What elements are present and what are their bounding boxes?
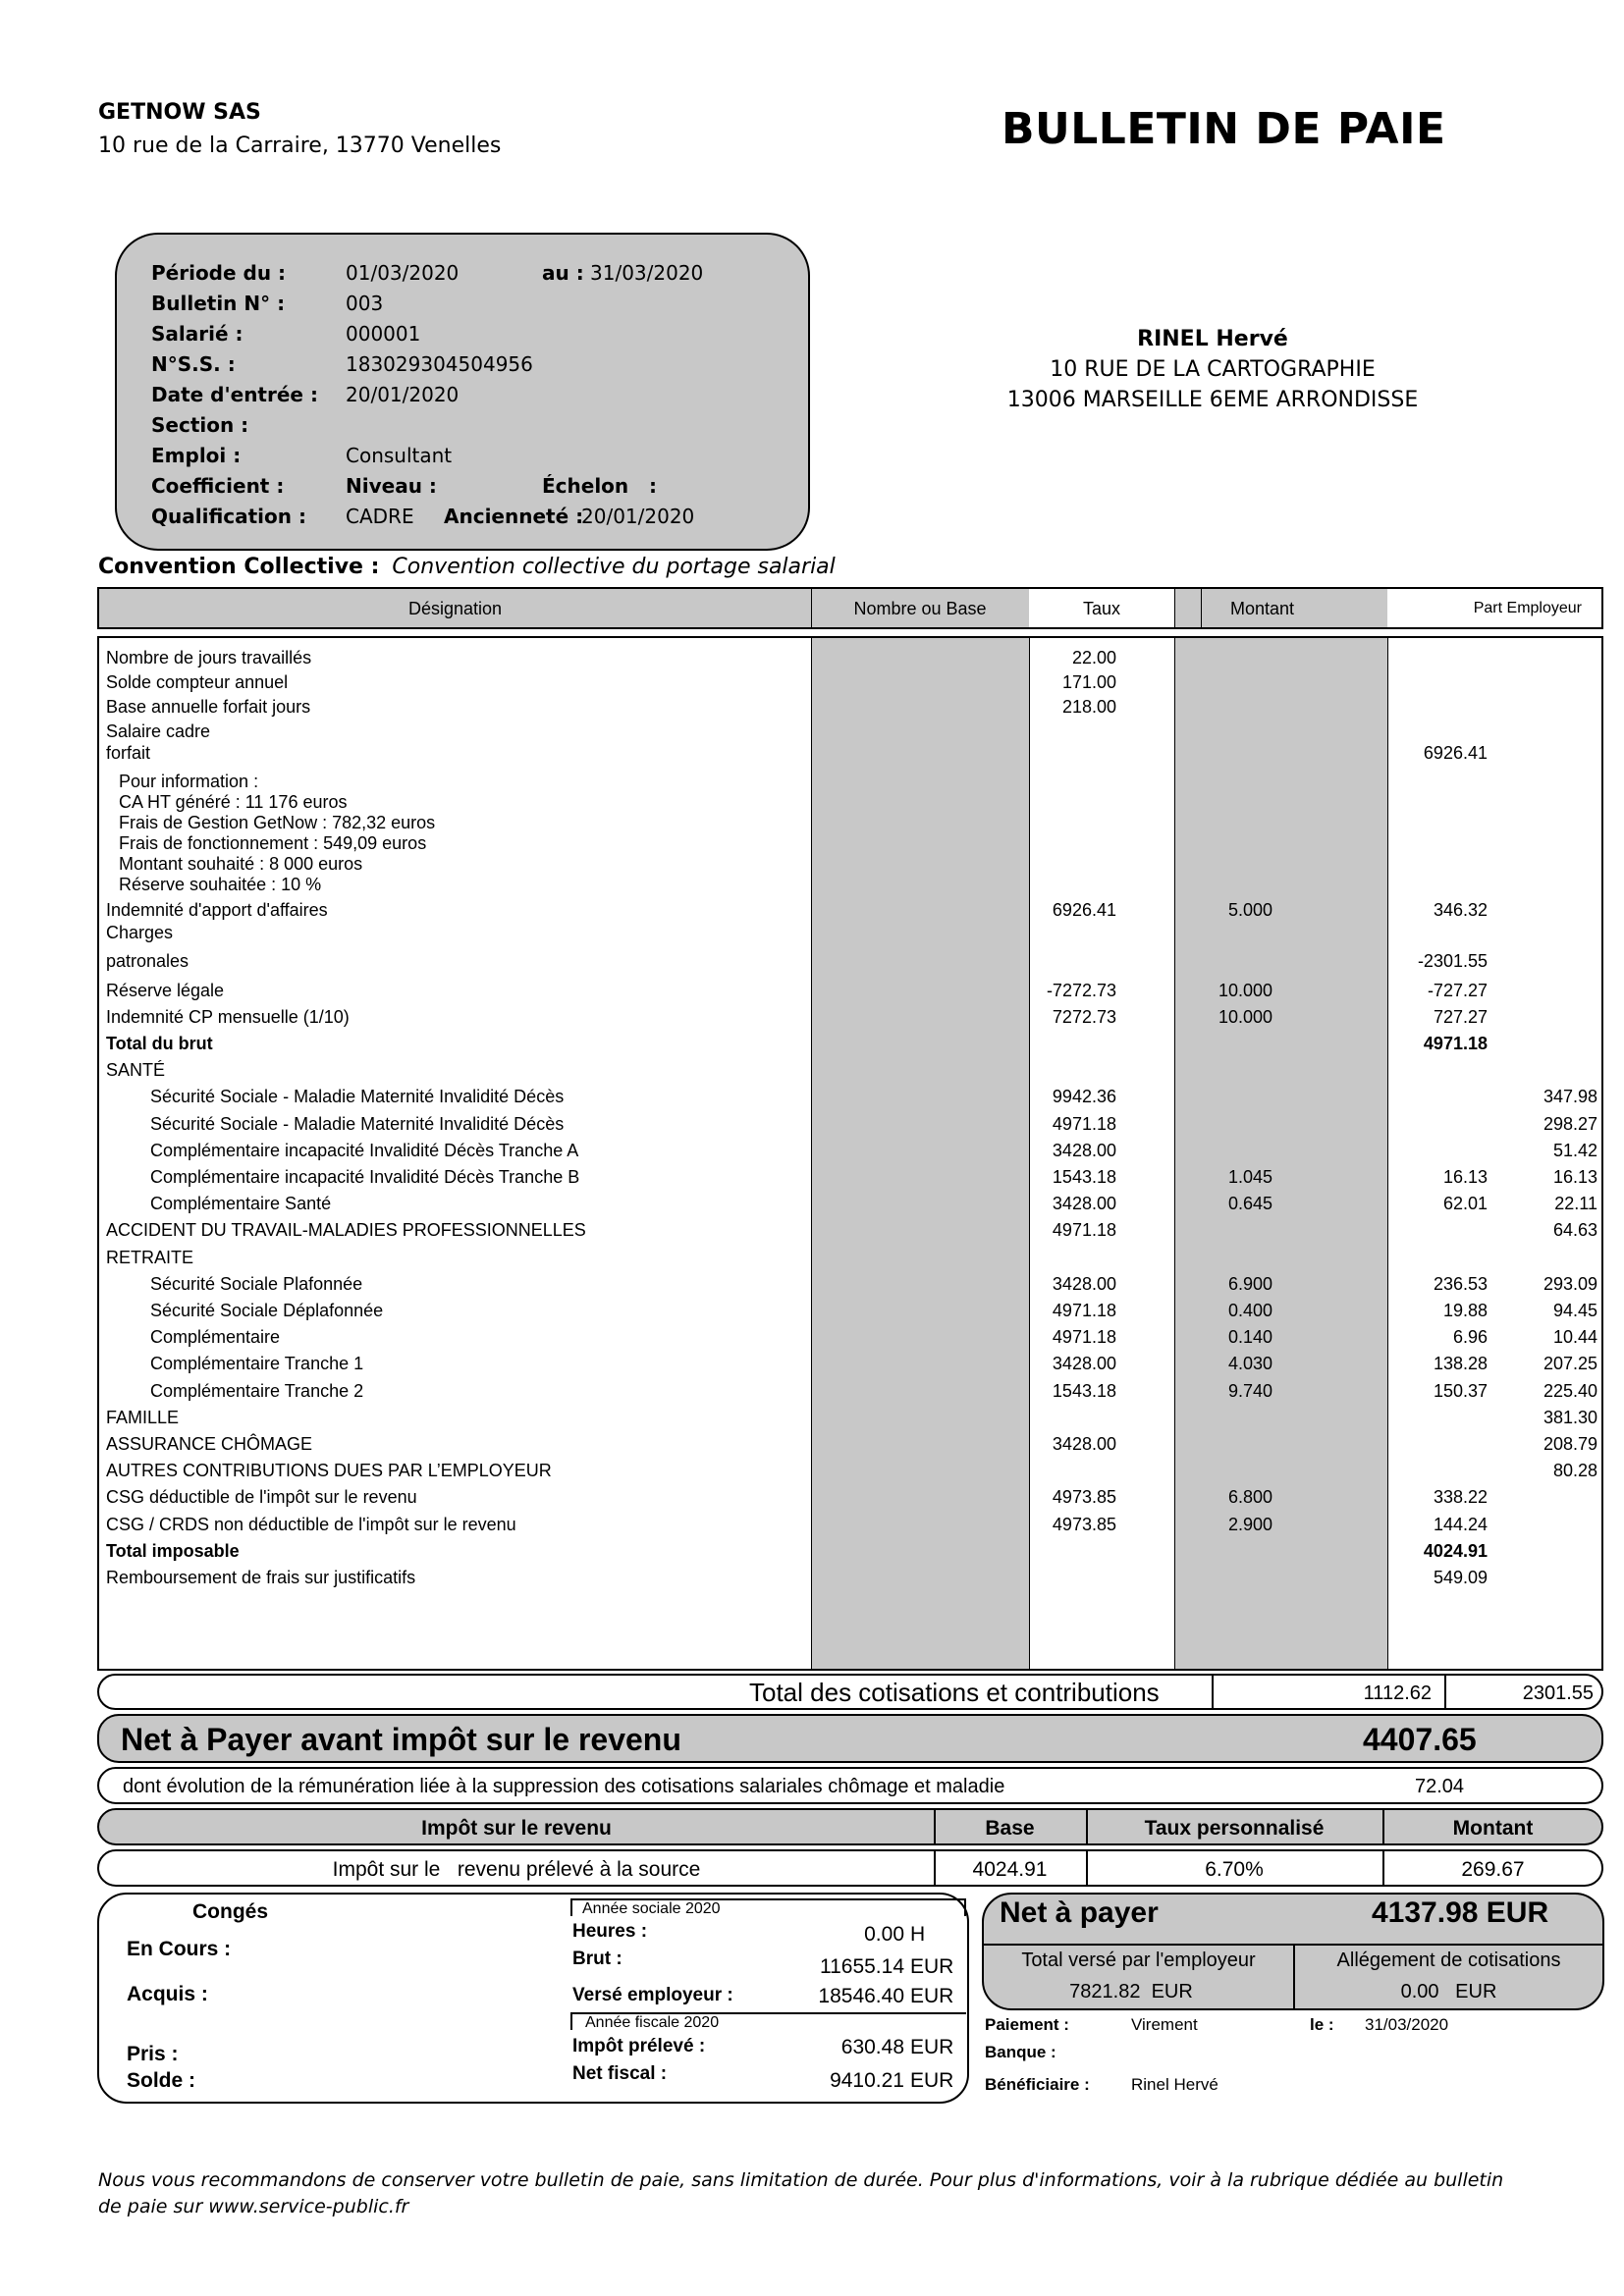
cell-designation: Remboursement de frais sur justificatifs bbox=[106, 1568, 416, 1587]
header-part-employeur: Part Employeur bbox=[1387, 589, 1601, 627]
evolution-value: 72.04 bbox=[1415, 1776, 1465, 1797]
cell-base: 3428.00 bbox=[1052, 1140, 1116, 1160]
table-row bbox=[99, 1114, 1601, 1136]
table-row bbox=[99, 923, 1601, 944]
cell-base: 218.00 bbox=[1061, 697, 1116, 717]
cell-montant: 19.88 bbox=[1442, 1301, 1488, 1320]
cell-taux: 0.400 bbox=[1227, 1301, 1272, 1320]
cell-designation: Salaire cadre bbox=[106, 721, 211, 741]
cell-designation: patronales bbox=[106, 951, 189, 972]
cell-designation: Total imposable bbox=[106, 1540, 240, 1561]
impot-header-taux: Taux personnalisé bbox=[1144, 1817, 1325, 1840]
verse-employeur-label: Versé employeur : bbox=[572, 1985, 733, 2005]
cell-montant: 144.24 bbox=[1433, 1514, 1488, 1534]
conges-pris: Pris : bbox=[127, 2043, 179, 2065]
entry-date-label: Date d'entrée : bbox=[151, 383, 318, 406]
niveau-label: Niveau : bbox=[346, 474, 437, 498]
anciennete-label: Ancienneté : bbox=[444, 505, 584, 528]
payslip-table bbox=[97, 636, 1603, 1671]
evolution-label: dont évolution de la rémunération liée à la suppression des cotisations salariales chômage et maladie bbox=[123, 1776, 1005, 1797]
total-salarial: 1112.62 bbox=[1363, 1682, 1432, 1704]
table-row bbox=[99, 813, 1601, 834]
cell-designation: SANTÉ bbox=[106, 1060, 166, 1081]
total-cotisations-label: Total des cotisations et contributions bbox=[749, 1678, 1160, 1707]
beneficiaire-name: Rinel Hervé bbox=[1131, 2075, 1218, 2094]
cell-part-employeur: 22.11 bbox=[1554, 1194, 1597, 1214]
date-paiement: 31/03/2020 bbox=[1365, 2015, 1449, 2034]
period-from: 01/03/2020 bbox=[346, 261, 460, 285]
cell-designation: Sécurité Sociale Plafonnée bbox=[150, 1273, 363, 1294]
cell-designation: Complémentaire incapacité Invalidité Décès Tranche A bbox=[150, 1140, 579, 1160]
cell-taux: 6.800 bbox=[1227, 1487, 1272, 1508]
cell-designation: forfait bbox=[106, 743, 151, 763]
table-row bbox=[99, 1060, 1601, 1082]
section-label: Section : bbox=[151, 413, 249, 437]
table-row bbox=[99, 1034, 1601, 1055]
cell-designation: Complémentaire bbox=[150, 1327, 281, 1348]
cell-montant: 6926.41 bbox=[1423, 743, 1488, 763]
coefficient-label: Coefficient : bbox=[151, 474, 285, 498]
table-row bbox=[99, 1461, 1601, 1482]
cell-montant: 549.09 bbox=[1433, 1568, 1488, 1587]
cell-taux: 6.900 bbox=[1227, 1273, 1272, 1294]
nss-value: 183029304504956 bbox=[346, 352, 533, 376]
cell-designation: Complémentaire Santé bbox=[150, 1194, 332, 1214]
cell-base: 3428.00 bbox=[1052, 1273, 1116, 1294]
heures-value: 0.00 bbox=[864, 1923, 904, 1946]
cell-part-employeur: 94.45 bbox=[1552, 1301, 1597, 1320]
convention-value: Convention collective du portage salarial bbox=[392, 555, 836, 579]
emploi-label: Emploi : bbox=[151, 444, 242, 467]
table-header bbox=[97, 587, 1603, 629]
cell-designation: Indemnité d'apport d'affaires bbox=[106, 900, 328, 920]
cell-designation: Réserve souhaitée : 10 % bbox=[119, 875, 322, 894]
cell-designation: Total du brut bbox=[106, 1034, 213, 1053]
brut-cumul: 11655.14 bbox=[819, 1955, 904, 1978]
table-row bbox=[99, 1381, 1601, 1403]
cell-designation: FAMILLE bbox=[106, 1407, 180, 1427]
table-row bbox=[99, 854, 1601, 876]
cell-montant: 138.28 bbox=[1433, 1354, 1488, 1374]
table-row bbox=[99, 1568, 1601, 1589]
cell-base: 3428.00 bbox=[1052, 1194, 1116, 1214]
net-fiscal-unit: EUR bbox=[910, 2069, 954, 2092]
employee-name: RINEL Hervé bbox=[1137, 327, 1288, 351]
impot-header-montant: Montant bbox=[1452, 1817, 1534, 1840]
table-row bbox=[99, 1194, 1601, 1215]
table-row bbox=[99, 1007, 1601, 1029]
cell-taux: 10.000 bbox=[1218, 1006, 1272, 1027]
nss-label: N°S.S. : bbox=[151, 352, 236, 376]
cell-part-employeur: 225.40 bbox=[1543, 1380, 1597, 1401]
table-row bbox=[99, 743, 1601, 765]
cell-part-employeur: 347.98 bbox=[1543, 1087, 1597, 1107]
net-avant-impot-bar bbox=[97, 1714, 1603, 1763]
cell-designation: AUTRES CONTRIBUTIONS DUES PAR L’EMPLOYEUR bbox=[106, 1461, 552, 1481]
cell-part-employeur: 64.63 bbox=[1552, 1220, 1597, 1241]
annee-fiscale: Année fiscale 2020 bbox=[585, 2014, 720, 2031]
cell-montant: 16.13 bbox=[1442, 1167, 1488, 1187]
annee-sociale: Année sociale 2020 bbox=[582, 1900, 721, 1917]
period-to-label: au : bbox=[542, 261, 584, 285]
cell-base: 171.00 bbox=[1061, 672, 1116, 692]
cell-designation: Sécurité Sociale Déplafonnée bbox=[150, 1301, 384, 1320]
company-address: 10 rue de la Carraire, 13770 Venelles bbox=[98, 133, 502, 158]
convention-collective bbox=[98, 555, 836, 579]
net-a-payer-value: 4137.98 EUR bbox=[1372, 1896, 1549, 1929]
company-name: GETNOW SAS bbox=[98, 100, 261, 125]
table-row bbox=[99, 1220, 1601, 1242]
table-row bbox=[99, 1434, 1601, 1456]
cell-montant: -727.27 bbox=[1427, 980, 1488, 1000]
net-fiscal-cumul: 9410.21 bbox=[830, 2069, 904, 2092]
cell-montant: 727.27 bbox=[1433, 1006, 1488, 1027]
net-fiscal-label: Net fiscal : bbox=[572, 2063, 668, 2084]
employee-address-line2: 13006 MARSEILLE 6EME ARRONDISSE bbox=[1006, 388, 1419, 412]
header-designation: Désignation bbox=[407, 599, 503, 618]
cell-designation: Montant souhaité : 8 000 euros bbox=[119, 854, 363, 874]
cell-part-employeur: 208.79 bbox=[1543, 1434, 1597, 1454]
cell-taux: 0.140 bbox=[1227, 1327, 1272, 1348]
impot-base: 4024.91 bbox=[972, 1858, 1048, 1881]
table-row bbox=[99, 1141, 1601, 1162]
table-row bbox=[99, 672, 1601, 694]
cell-montant: 62.01 bbox=[1442, 1194, 1488, 1214]
cell-base: 6926.41 bbox=[1052, 900, 1116, 920]
cell-designation: CSG / CRDS non déductible de l'impôt sur le revenu bbox=[106, 1514, 516, 1534]
cell-base: 7272.73 bbox=[1052, 1006, 1116, 1027]
total-cotisations-bar bbox=[97, 1674, 1603, 1710]
cell-designation: ACCIDENT DU TRAVAIL-MALADIES PROFESSIONNELLES bbox=[106, 1220, 586, 1241]
cell-designation: Frais de Gestion GetNow : 782,32 euros bbox=[119, 813, 436, 832]
cell-taux: 0.645 bbox=[1227, 1194, 1272, 1214]
verse-employeur-unit: EUR bbox=[910, 1985, 954, 2007]
cell-taux: 2.900 bbox=[1227, 1514, 1272, 1534]
table-row bbox=[99, 1087, 1601, 1108]
net-a-payer-box bbox=[982, 1893, 1604, 2010]
table-row bbox=[99, 1408, 1601, 1429]
cell-montant: 4024.91 bbox=[1423, 1540, 1488, 1561]
cell-designation: Sécurité Sociale - Maladie Maternité Invalidité Décès bbox=[150, 1087, 565, 1107]
cell-part-employeur: 207.25 bbox=[1543, 1354, 1597, 1374]
table-row bbox=[99, 1274, 1601, 1296]
conges-solde: Solde : bbox=[127, 2069, 196, 2092]
cell-part-employeur: 80.28 bbox=[1552, 1461, 1597, 1481]
table-row bbox=[99, 900, 1601, 922]
brut-label: Brut : bbox=[572, 1949, 623, 1969]
header-taux: Taux bbox=[1029, 589, 1174, 627]
cell-designation: CA HT généré : 11 176 euros bbox=[119, 792, 348, 812]
cell-designation: Solde compteur annuel bbox=[106, 672, 289, 692]
cell-part-employeur: 51.42 bbox=[1552, 1140, 1597, 1160]
cell-designation: Complémentaire Tranche 1 bbox=[150, 1354, 364, 1374]
cell-base: -7272.73 bbox=[1046, 980, 1116, 1000]
salarie-id: 000001 bbox=[346, 322, 421, 346]
impot-preleve-cumul: 630.48 bbox=[840, 2036, 904, 2058]
cell-designation: Charges bbox=[106, 923, 174, 943]
cell-montant: 150.37 bbox=[1433, 1380, 1488, 1401]
impot-header-base: Base bbox=[985, 1817, 1035, 1840]
cell-base: 9942.36 bbox=[1052, 1087, 1116, 1107]
cell-base: 22.00 bbox=[1071, 648, 1116, 667]
cell-montant: 338.22 bbox=[1433, 1487, 1488, 1508]
cell-base: 4971.18 bbox=[1052, 1220, 1116, 1241]
cell-designation: Base annuelle forfait jours bbox=[106, 697, 311, 717]
cell-taux: 1.045 bbox=[1227, 1167, 1272, 1187]
cell-base: 3428.00 bbox=[1052, 1354, 1116, 1374]
echelon-label: Échelon : bbox=[542, 474, 658, 498]
cell-part-employeur: 298.27 bbox=[1543, 1113, 1597, 1134]
cell-montant: 4971.18 bbox=[1423, 1034, 1488, 1053]
net-avant-impot-value: 4407.65 bbox=[1363, 1722, 1477, 1757]
banque-label: Banque : bbox=[985, 2043, 1056, 2061]
impot-preleve-label: Impôt prélevé : bbox=[572, 2036, 706, 2056]
qualification-value: CADRE bbox=[346, 505, 414, 528]
cell-designation: Indemnité CP mensuelle (1/10) bbox=[106, 1006, 350, 1027]
heures-unit: H bbox=[910, 1923, 926, 1946]
cell-taux: 4.030 bbox=[1227, 1354, 1272, 1374]
cell-part-employeur: 16.13 bbox=[1552, 1167, 1597, 1187]
table-row bbox=[99, 875, 1601, 896]
cell-base: 4971.18 bbox=[1052, 1327, 1116, 1348]
allegement-value: 0.00 EUR bbox=[1400, 1981, 1497, 2002]
period-label: Période du : bbox=[151, 261, 287, 285]
table-row bbox=[99, 697, 1601, 719]
total-verse-label: Total versé par l'employeur bbox=[1021, 1949, 1256, 1971]
entry-date: 20/01/2020 bbox=[346, 383, 460, 406]
impot-row-label: Impôt sur le revenu prélevé à la source bbox=[332, 1858, 701, 1881]
document-title: BULLETIN DE PAIE bbox=[1001, 104, 1446, 154]
cell-designation: CSG déductible de l'impôt sur le revenu bbox=[106, 1487, 417, 1508]
table-row bbox=[99, 833, 1601, 855]
cell-taux: 10.000 bbox=[1218, 980, 1272, 1000]
convention-label: Convention Collective : bbox=[98, 555, 380, 579]
cell-part-employeur: 293.09 bbox=[1543, 1273, 1597, 1294]
conges-cumuls-box bbox=[97, 1893, 969, 2104]
date-paiement-label: le : bbox=[1310, 2015, 1334, 2034]
cell-montant: 236.53 bbox=[1433, 1273, 1488, 1294]
cell-montant: 6.96 bbox=[1452, 1327, 1488, 1348]
beneficiaire-label: Bénéficiaire : bbox=[985, 2075, 1090, 2094]
cell-designation: Pour information : bbox=[119, 772, 259, 791]
cell-taux: 9.740 bbox=[1227, 1380, 1272, 1401]
cell-designation: Nombre de jours travaillés bbox=[106, 648, 312, 667]
cell-part-employeur: 381.30 bbox=[1543, 1407, 1597, 1427]
impot-montant: 269.67 bbox=[1461, 1858, 1525, 1881]
table-row bbox=[99, 772, 1601, 793]
cell-base: 1543.18 bbox=[1052, 1380, 1116, 1401]
conges-acquis: Acquis : bbox=[127, 1983, 208, 2005]
table-row bbox=[99, 1541, 1601, 1563]
verse-employeur-cumul: 18546.40 bbox=[818, 1985, 904, 2007]
employee-address-block bbox=[982, 324, 1443, 415]
table-row bbox=[99, 1248, 1601, 1269]
impot-header-label: Impôt sur le revenu bbox=[421, 1817, 612, 1840]
qualification-label: Qualification : bbox=[151, 505, 306, 528]
period-to: 31/03/2020 bbox=[590, 261, 704, 285]
impot-taux: 6.70% bbox=[1205, 1858, 1264, 1881]
table-row bbox=[99, 951, 1601, 973]
table-row bbox=[99, 981, 1601, 1002]
bulletin-label: Bulletin N° : bbox=[151, 292, 286, 315]
allegement-label: Allégement de cotisations bbox=[1336, 1949, 1561, 1971]
table-row bbox=[99, 792, 1601, 814]
impot-row bbox=[97, 1849, 1603, 1887]
conges-en-cours: En Cours : bbox=[127, 1938, 232, 1960]
cell-base: 4973.85 bbox=[1052, 1487, 1116, 1508]
table-row bbox=[99, 1167, 1601, 1189]
cell-montant: 346.32 bbox=[1433, 900, 1488, 920]
table-row bbox=[99, 1515, 1601, 1536]
cell-designation: Sécurité Sociale - Maladie Maternité Invalidité Décès bbox=[150, 1113, 565, 1134]
conges-title: Congés bbox=[192, 1900, 269, 1923]
cell-designation: Réserve légale bbox=[106, 980, 225, 1000]
total-verse-value: 7821.82 EUR bbox=[1069, 1981, 1193, 2002]
cell-designation: Complémentaire Tranche 2 bbox=[150, 1380, 364, 1401]
emploi-value: Consultant bbox=[346, 444, 453, 467]
anciennete-value: 20/01/2020 bbox=[581, 505, 695, 528]
total-employeur: 2301.55 bbox=[1522, 1682, 1594, 1704]
cell-base: 4971.18 bbox=[1052, 1113, 1116, 1134]
table-row bbox=[99, 1354, 1601, 1375]
bulletin-number: 003 bbox=[346, 292, 384, 315]
cell-designation: RETRAITE bbox=[106, 1247, 194, 1267]
brut-unit: EUR bbox=[910, 1955, 954, 1978]
cell-base: 4971.18 bbox=[1052, 1301, 1116, 1320]
table-row bbox=[99, 1487, 1601, 1509]
cell-designation: Complémentaire incapacité Invalidité Décès Tranche B bbox=[150, 1167, 580, 1187]
table-row bbox=[99, 1327, 1601, 1349]
evolution-bar bbox=[97, 1767, 1603, 1804]
header-montant: Montant bbox=[1229, 599, 1295, 618]
net-avant-impot-label: Net à Payer avant impôt sur le revenu bbox=[121, 1722, 681, 1757]
table-row bbox=[99, 721, 1601, 743]
cell-montant: -2301.55 bbox=[1417, 951, 1488, 972]
cell-designation: ASSURANCE CHÔMAGE bbox=[106, 1434, 313, 1454]
table-row bbox=[99, 1301, 1601, 1322]
header-base: Nombre ou Base bbox=[853, 599, 987, 618]
salarie-label: Salarié : bbox=[151, 322, 244, 346]
footer-note: Nous vous recommandons de conserver votre bulletin de paie, sans limitation de durée. Pour plus d'informations, voir à la rubrique dédiée au bulletin de paie sur www.service-public.fr bbox=[98, 2169, 1504, 2217]
cell-base: 3428.00 bbox=[1052, 1434, 1116, 1454]
heures-label: Heures : bbox=[572, 1921, 648, 1942]
impot-header bbox=[97, 1808, 1603, 1845]
cell-designation: Frais de fonctionnement : 549,09 euros bbox=[119, 833, 427, 853]
net-a-payer-label: Net à payer bbox=[1000, 1896, 1159, 1929]
cell-taux: 5.000 bbox=[1227, 900, 1272, 920]
paiement-mode: Virement bbox=[1131, 2015, 1198, 2034]
cell-base: 1543.18 bbox=[1052, 1167, 1116, 1187]
employee-address-line1: 10 RUE DE LA CARTOGRAPHIE bbox=[1050, 357, 1376, 382]
impot-preleve-unit: EUR bbox=[910, 2036, 954, 2058]
employee-info-box bbox=[115, 233, 810, 551]
cell-base: 4973.85 bbox=[1052, 1514, 1116, 1534]
paiement-label: Paiement : bbox=[985, 2015, 1069, 2034]
table-row bbox=[99, 648, 1601, 669]
cell-part-employeur: 10.44 bbox=[1552, 1327, 1597, 1348]
